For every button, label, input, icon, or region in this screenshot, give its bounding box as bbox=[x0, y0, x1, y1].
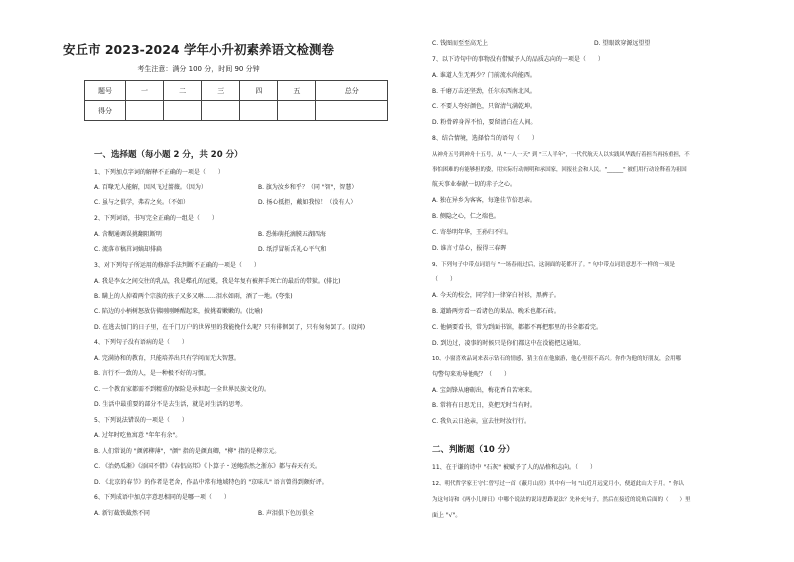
option-line: D. 到边过，凌事的时候只是你们都这中在没能把这通知。 bbox=[432, 340, 585, 347]
option-line: B. 道路两旁看一看诸色的果品、晚禾也都石砖。 bbox=[432, 308, 560, 315]
option-line: A. 独在异乡为客客，每逢佳节倍思亲。 bbox=[432, 197, 536, 204]
question-line: 10、小窗喜欢品词来表示钻石的情感，猜主在在他旅游，他心里很不高兴。你作为他的好朋友，会用哪 bbox=[432, 356, 682, 362]
passage-line: 从神舟五号到神舟十五号，从 "一人一天" 到 "三人半年"，一代代航天人以实践风华践行着担当再扬重担，不 bbox=[432, 152, 690, 158]
option-line: C. 不要人夸好颜色，只留清气满乾坤。 bbox=[432, 103, 537, 110]
option-line: D. 扬心抵拒，戴如我惊！（没有人） bbox=[258, 199, 357, 206]
score-blank-cell[interactable] bbox=[278, 101, 316, 121]
score-blank-cell[interactable] bbox=[240, 101, 278, 121]
option-line: B. 声泪俱下色厉俱全 bbox=[258, 510, 314, 517]
option-line: C. 寄举明年华，王孙归不归。 bbox=[432, 229, 513, 236]
option-line: D. 纸浮冒斩舌礼心平气和 bbox=[258, 246, 327, 253]
question-line: 句警句来劝导他呢？（ ） bbox=[432, 371, 511, 378]
question-line: 4、下列句子没有语病的是（ ） bbox=[94, 339, 188, 346]
exam-title: 安丘市 2023-2024 学年小升初素养语文检测卷 bbox=[63, 42, 334, 57]
score-table-header-row bbox=[85, 81, 388, 101]
score-cell: 四 bbox=[240, 81, 278, 101]
option-line: D. 望眼欲穿源远望望 bbox=[594, 40, 651, 47]
option-line: A. 含糊通调误挑翻阻断明 bbox=[94, 231, 162, 238]
question-line: 2、下列词语，书写完全正确的一组是（ ） bbox=[94, 215, 218, 222]
option-line: D. 粉骨碎身浑不怕，要留清白在人间。 bbox=[432, 119, 537, 126]
question-line: 5、下列说法错误的一项是（ ） bbox=[94, 417, 188, 424]
option-line: A. 今天的校会，同学们一律穿白衬衫，黑裤子。 bbox=[432, 292, 560, 299]
score-cell: 五 bbox=[278, 81, 316, 101]
exam-notice: 考生注意：满分 100 分，时间 90 分钟 bbox=[137, 65, 260, 73]
option-line: D. 生活中最重要的部分不是去生活，就是对生活的思考。 bbox=[94, 401, 247, 408]
option-line: B. 言行不一致的人，是一种极不好的习惯。 bbox=[94, 370, 210, 377]
option-line: A. 我是李女之间交往的乳品，我是蝶孔的冠冕，我是年复有被挥手死亡的最后的带狱。(排比) bbox=[94, 278, 341, 285]
option-line: C. 他俩要看书，常为到面书馆，都都不再把那里的书全都看完。 bbox=[432, 324, 603, 331]
option-line: B. 千磨万击还坚劲，任尔东西南北风。 bbox=[432, 88, 536, 95]
option-line: B. 恐佈萌托滴膜五湖四海 bbox=[258, 231, 326, 238]
option-line: A. 新钉截铁截然不同 bbox=[94, 510, 150, 517]
score-table bbox=[84, 80, 388, 121]
question-line: 11、在于谦的诗中 "石灰" 被赋予了人的品格和志向。（ ） bbox=[432, 464, 596, 471]
option-line: C. 《治奶瓜渐》《添国不借》《春侣高邦》《卜算子・送鲍浩然之浙东》都与春天有关。 bbox=[94, 463, 322, 470]
section-heading-choice: 一、选择题（每小题 2 分，共 20 分） bbox=[94, 150, 243, 160]
score-cell: 得分 bbox=[85, 101, 126, 121]
score-cell: 二 bbox=[164, 81, 202, 101]
question-line: 8、结合情境，选择恰当的语句（ ） bbox=[432, 135, 538, 142]
option-line: B. 常将有日思无日，莫把无时当有时。 bbox=[432, 402, 536, 409]
option-line: B. 旗为汝乡和乎？（同 "智"，智慧） bbox=[258, 184, 358, 191]
score-blank-cell[interactable] bbox=[164, 101, 202, 121]
option-line: A. 百喙无人能解，因风飞过蔷薇。（因为） bbox=[94, 184, 207, 191]
question-line: 12、明代哲学家王守仁曾写过一首《蔽月山房》其中有一句 "山近月远觉月小，便道此山大于月。" 你认 bbox=[432, 481, 685, 487]
question-line: 7、以下诗句中的事物没有借赋予人的品质志向的一项是（ ） bbox=[432, 56, 604, 63]
section-heading-judge: 二、判断题（10 分） bbox=[432, 445, 515, 455]
question-line: （ ） bbox=[432, 276, 457, 283]
option-line: D. 在逃去加门的日子里，在千门万户的世界里的我能挽什么呢？只有徘徊罢了，只有匆匆罢了。(设问) bbox=[94, 324, 366, 331]
option-line: B. 侧隐之心，仁之端也。 bbox=[432, 213, 500, 220]
question-line: 6、下列成语中加点字意思相同的是哪一项（ ） bbox=[94, 494, 230, 501]
score-cell: 总分 bbox=[316, 81, 388, 101]
option-line: C. 一个教育家都需不到精重的保险是承担起一全世界民族文化的。 bbox=[94, 386, 271, 393]
option-line: B. 人们常说的 "颜郭柳薄"，"颜" 指的是颜真卿，"柳" 指的是柳宗元。 bbox=[94, 448, 281, 455]
score-table-score-row bbox=[85, 101, 388, 121]
passage-line: 事怕困难的有能够担的姿，用实际行动阐明和承国家，回报社会和人民。"______" 被们用行动诠释着为祖国 bbox=[432, 167, 687, 173]
question-line: 为这句诗和《两小儿辩日》中哪个说法的说诗思路说法？先补充句子，然后在接近的说角后面的（ ）里 bbox=[432, 497, 691, 503]
option-line: D. 谁言寸草心，报得三春晖 bbox=[432, 245, 507, 252]
score-cell: 一 bbox=[126, 81, 164, 101]
passage-line: 航天事业奉献一切的赤子之心。 bbox=[432, 181, 517, 188]
score-blank-cell[interactable] bbox=[126, 101, 164, 121]
option-line: C. 陷边的小柄树怒放仿佛刚刚睡醒起来，披挑着嫩嫩的。(比喻) bbox=[94, 308, 263, 315]
question-line: 3、对下列句子所运用的修辞手法判断不正确的一项是（ ） bbox=[94, 262, 260, 269]
option-line: B. 瞒上的人掉着两个宗族的孩子又多又咻……泪水如雨，酒了一地。(夸张) bbox=[94, 293, 293, 300]
option-line: C. 钱图而至至高无上 bbox=[432, 40, 489, 47]
score-blank-cell[interactable] bbox=[202, 101, 240, 121]
question-line: 面上 "√"。 bbox=[432, 512, 462, 519]
option-line: C. 虽与之俱学，弗若之矣。（不如） bbox=[94, 199, 190, 206]
option-line: A. 宝剑锋从磨砺出，梅花香自苦寒来。 bbox=[432, 387, 536, 394]
option-line: A. 完满协和的教育，只能培养出只有学问而无大智慧。 bbox=[94, 355, 240, 362]
question-line: 9、下列句子中带点词语与 "一场春雨过后，这洞面的花都开了。" 句中带点词语意思不一样的一项是 bbox=[432, 262, 676, 268]
score-blank-cell[interactable] bbox=[316, 101, 388, 121]
option-line: A. 谁道人生无再少？门前流水尚能西。 bbox=[432, 72, 536, 79]
score-cell: 三 bbox=[202, 81, 240, 101]
option-line: D. 《北京的春节》的作者是老舍，作品中常有地域特色的 "京味儿" 语言曾得到颇好评。 bbox=[94, 479, 328, 486]
option-line: C. 流落市稿莒词嫡却排扁 bbox=[94, 246, 163, 253]
option-line: C. 我负云日沧亲，宣去往时汝行行。 bbox=[432, 418, 531, 425]
question-line: 1、下列加点字词的解释不正确的一项是（ ） bbox=[94, 169, 224, 176]
score-cell: 题号 bbox=[85, 81, 126, 101]
option-line: A. 过年时吃鱼寓意 "年年有余"。 bbox=[94, 432, 182, 439]
